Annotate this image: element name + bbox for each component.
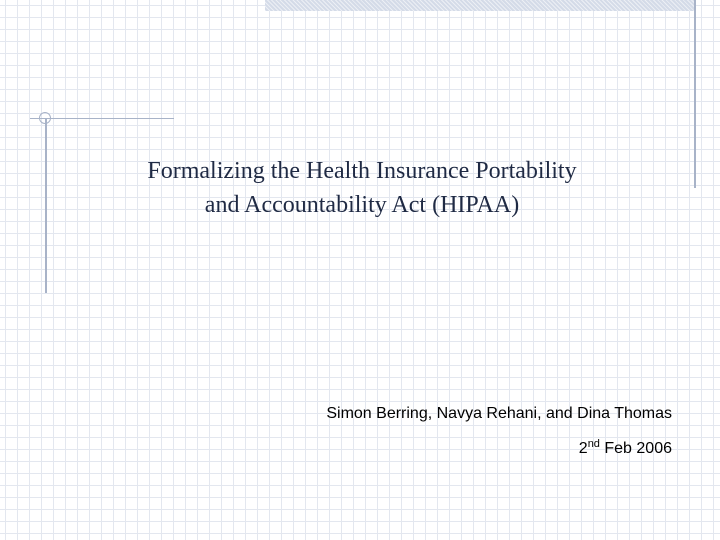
- horizontal-rule: [30, 118, 174, 119]
- date-day: 2: [578, 440, 588, 457]
- slide-title-line-2: and Accountability Act (HIPAA): [204, 192, 520, 218]
- date-month-year: Feb 2006: [599, 440, 672, 457]
- top-decorative-band: [265, 0, 695, 11]
- crosshair-circle-icon: [39, 112, 51, 124]
- slide-title: [60, 154, 664, 222]
- slide-title-line-1: Formalizing the Health Insurance Portability: [147, 158, 577, 184]
- date-ordinal-suffix: nd: [587, 438, 600, 450]
- presentation-date: [579, 440, 672, 458]
- author-list: Simon Berring, Navya Rehani, and Dina Thomas: [326, 405, 672, 422]
- right-vertical-rule: [694, 0, 696, 188]
- left-vertical-rule: [45, 118, 47, 293]
